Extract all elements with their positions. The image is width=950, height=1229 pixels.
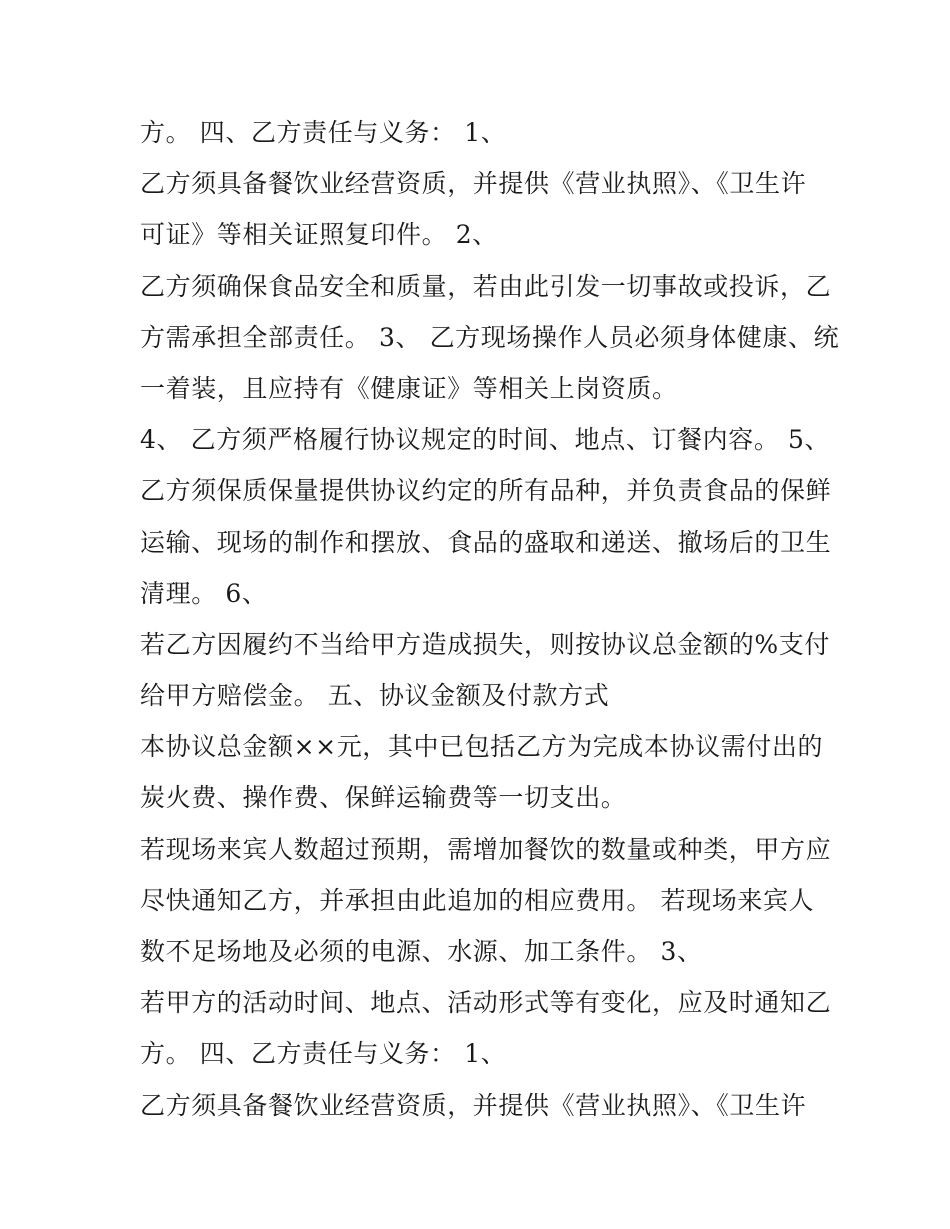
text-line: 尽快通知乙方，并承担由此追加的相应费用。 若现场来宾人: [140, 885, 815, 915]
text-line: 清理。 6、: [140, 578, 268, 608]
text-line: 若甲方的活动时间、地点、活动形式等有变化，应及时通知乙: [140, 988, 832, 1018]
text-line: 乙方须具备餐饮业经营资质，并提供《营业执照》、《卫生许: [140, 169, 807, 199]
text-line: 方需承担全部责任。 3、 乙方现场操作人员必须身体健康、统: [140, 322, 840, 352]
text-line: 4、 乙方须严格履行协议规定的时间、地点、订餐内容。 5、: [140, 425, 831, 455]
text-line: 方。 四、乙方责任与义务： 1、: [140, 1039, 507, 1069]
text-line: 乙方须确保食品安全和质量，若由此引发一切事故或投诉，乙: [140, 271, 832, 301]
text-line: 本协议总金额××元，其中已包括乙方为完成本协议需付出的: [140, 732, 824, 762]
text-line: 运输、现场的制作和摆放、食品的盛取和递送、撤场后的卫生: [140, 527, 832, 557]
text-line: 可证》等相关证照复印件。 2、: [140, 220, 498, 250]
document-body: [140, 107, 840, 1131]
text-line: 炭火费、操作费、保鲜运输费等一切支出。: [140, 783, 627, 813]
text-line: 若乙方因履约不当给甲方造成损失，则按协议总金额的%支付: [140, 629, 830, 659]
text-line: 乙方须保质保量提供协议约定的所有品种，并负责食品的保鲜: [140, 476, 832, 506]
text-line: 若现场来宾人数超过预期，需增加餐饮的数量或种类，甲方应: [140, 834, 832, 864]
text-line: 方。 四、乙方责任与义务： 1、: [140, 118, 507, 147]
text-line: 乙方须具备餐饮业经营资质，并提供《营业执照》、《卫生许: [140, 1090, 807, 1120]
text-line: 一着装，且应持有《健康证》等相关上岗资质。: [140, 373, 678, 403]
text-line: 数不足场地及必须的电源、水源、加工条件。 3、: [140, 937, 703, 966]
text-line: 给甲方赔偿金。 五、协议金额及付款方式: [140, 681, 610, 711]
